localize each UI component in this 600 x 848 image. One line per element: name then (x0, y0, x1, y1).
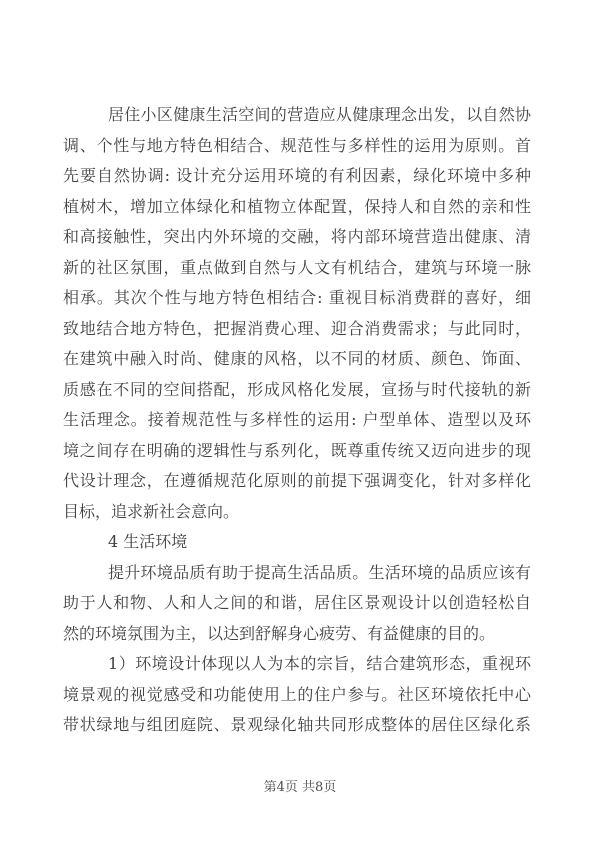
text-line: 然的环境氛围为主，以达到舒解身心疲劳、有益健康的目的。 (63, 623, 496, 643)
text-line: 4 生活环境 (108, 532, 188, 551)
body-paragraph-environment-quality (63, 558, 531, 650)
text-line: 相承。其次个性与地方特色相结合: 重视目标消费群的喜好，细 (63, 288, 531, 307)
text-line: 在建筑中融入时尚、健康的风格，以不同的材质、颜色、饰面、 (63, 349, 531, 368)
text-line: 境景观的视觉感受和功能使用上的住户参与。社区环境依托中心 (63, 684, 531, 704)
text-line: 代设计理念，在遵循规范化原则的前提下强调变化，针对多样化 (63, 471, 531, 490)
text-line: 先要自然协调: 设计充分运用环境的有利因素，绿化环境中多种 (63, 166, 531, 185)
text-line: 和高接触性，突出内外环境的交融，将内部环境营造出健康、清 (63, 227, 531, 246)
text-line: 带状绿地与组团庭院、景观绿化轴共同形成整体的居住区绿化系 (63, 715, 531, 734)
page-body-text (63, 100, 531, 741)
text-line: 居住小区健康生活空间的营造应从健康理念出发，以自然协 (108, 105, 531, 124)
body-paragraph-design-principles (63, 100, 531, 527)
text-line: 致地结合地方特色，把握消费心理、迎合消费需求；与此同时， (63, 318, 531, 338)
text-line: 调、个性与地方特色相结合、规范性与多样性的运用为原则。首 (63, 135, 531, 155)
text-line: 生活理念。接着规范性与多样性的运用: 户型单体、造型以及环 (63, 410, 531, 429)
text-line: 助于人和物、人和人之间的和谐，居住区景观设计以创造轻松自 (63, 593, 531, 612)
text-line: 目标，追求新社会意向。 (63, 501, 240, 521)
text-line: 植树木，增加立体绿化和植物立体配置，保持人和自然的亲和性 (63, 196, 531, 216)
body-paragraph-environment-design (63, 649, 531, 741)
text-line: 境之间存在明确的逻辑性与系列化，既尊重传统又迈向进步的现 (63, 440, 531, 460)
section-heading-living-environment (63, 527, 531, 558)
text-line: 提升环境品质有助于提高生活品质。生活环境的品质应该有 (108, 562, 531, 582)
text-line: 1）环境设计体现以人为本的宗旨，结合建筑形态，重视环 (108, 654, 531, 673)
text-line: 新的社区氛围，重点做到自然与人文有机结合，建筑与环境一脉 (63, 257, 531, 277)
text-line: 质感在不同的空间搭配，形成风格化发展，宣扬与时代接轨的新 (63, 379, 531, 399)
page-number-label: 第4页 共8页 (263, 780, 337, 795)
page-footer (0, 779, 600, 797)
